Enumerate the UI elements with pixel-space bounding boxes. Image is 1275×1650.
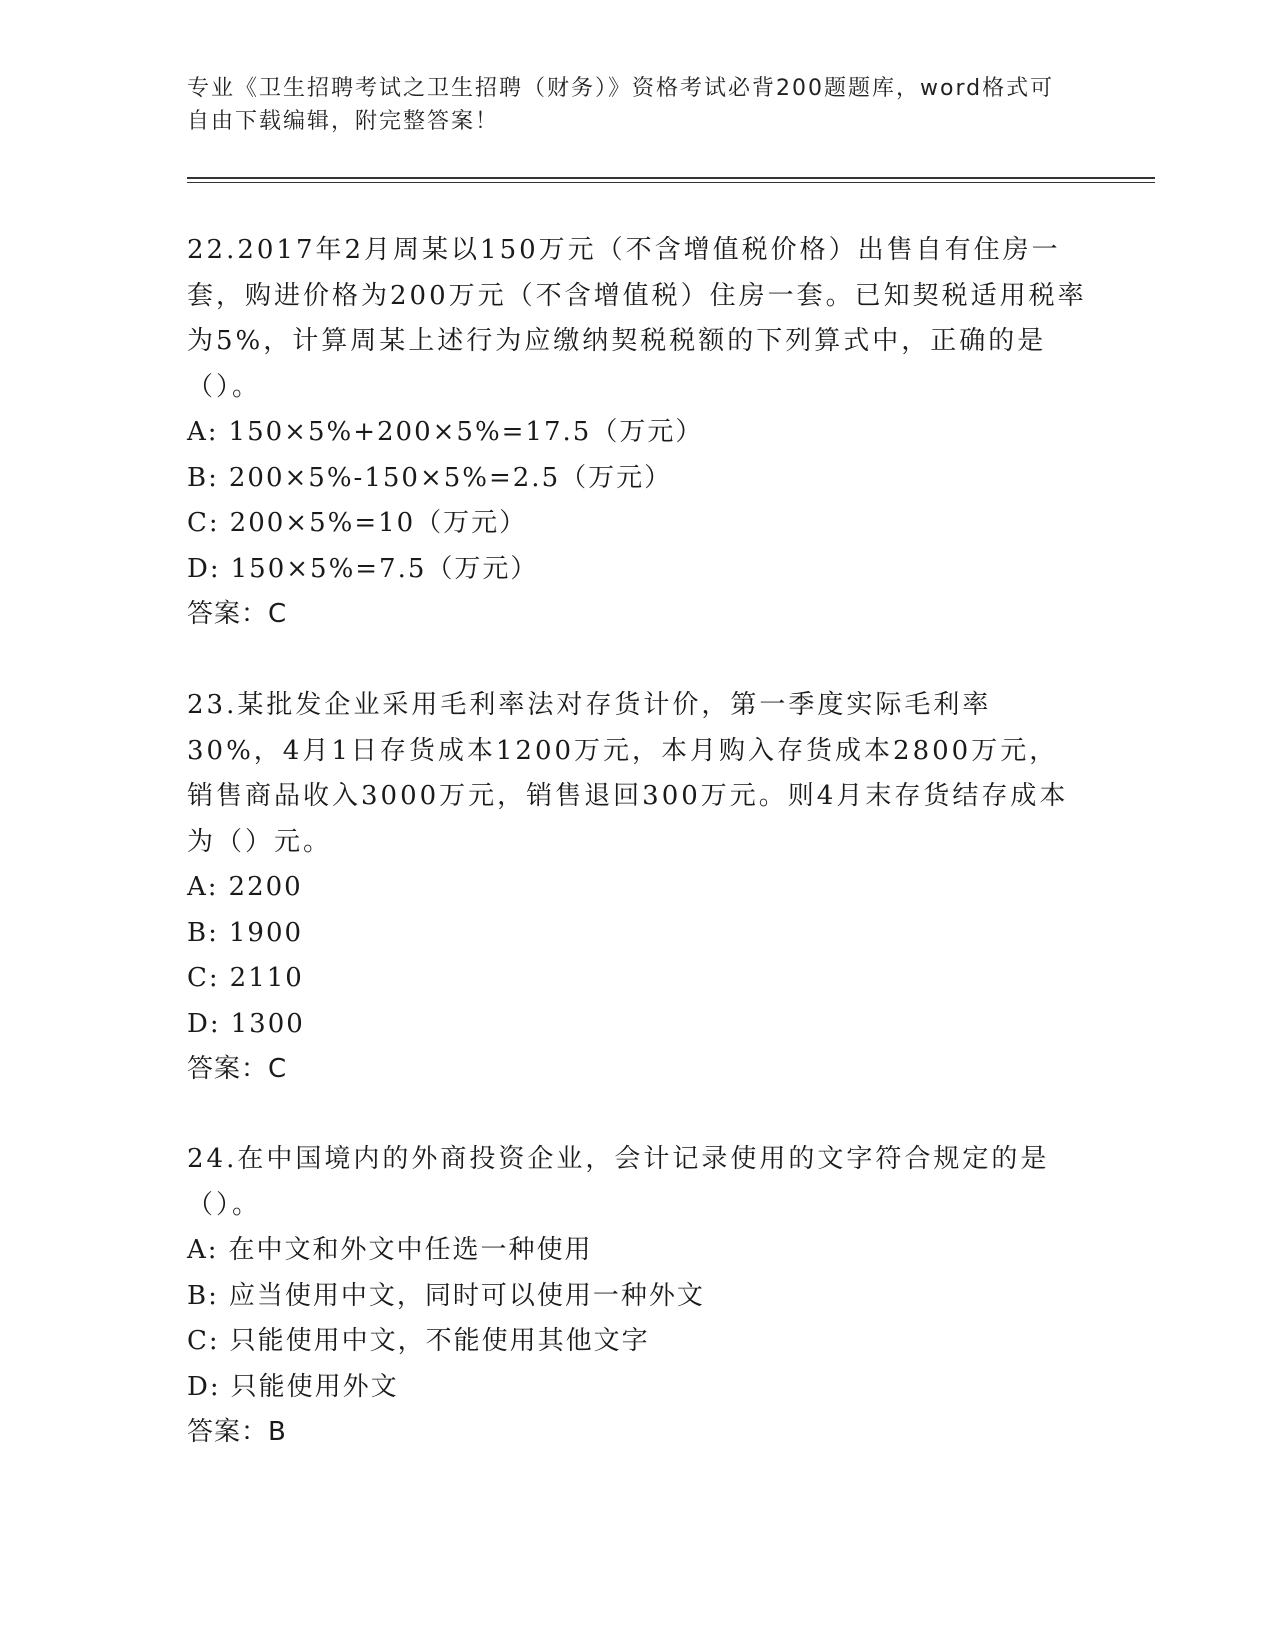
option-text: 只能使用外文 [230, 1371, 399, 1402]
option-b [187, 911, 1087, 957]
question-23 [187, 683, 1087, 1093]
header-divider-thin [187, 182, 1155, 183]
question-stem: 23.某批发企业采用毛利率法对存货计价，第一季度实际毛利率30%，4月1日存货成本1200万元，本月购入存货成本2800万元，销售商品收入3000万元，销售退回300万元。则4月末存货结存成本为（）元。 [187, 690, 1069, 857]
option-a [187, 410, 1087, 456]
option-text: 应当使用中文，同时可以使用一种外文 [228, 1280, 705, 1311]
option-list [187, 1228, 1087, 1410]
option-letter: C: [187, 1326, 220, 1356]
question-22 [187, 228, 1087, 638]
option-text: 1300 [230, 1008, 305, 1039]
option-a [187, 1228, 1087, 1274]
header-divider [187, 177, 1155, 179]
option-letter: C: [187, 963, 220, 993]
option-c [187, 956, 1087, 1002]
option-text: 200×5%=10（万元） [229, 508, 528, 538]
option-c [187, 1319, 1087, 1365]
option-c [187, 501, 1087, 547]
option-letter: A: [187, 872, 219, 902]
option-text: 150×5%+200×5%=17.5（万元） [228, 417, 704, 447]
option-letter: D: [187, 1371, 221, 1402]
option-a [187, 865, 1087, 911]
option-text: 在中文和外文中任选一种使用 [228, 1235, 593, 1265]
answer-key: 答案：C [187, 599, 288, 629]
option-letter: B: [187, 462, 219, 493]
option-b [187, 1274, 1087, 1320]
option-text: 2110 [229, 963, 304, 993]
option-b [187, 456, 1087, 502]
document-header: 专业《卫生招聘考试之卫生招聘（财务）》资格考试必背200题题库，word格式可自由下载编辑，附完整答案！ [187, 76, 1055, 134]
option-letter: C: [187, 508, 220, 538]
option-letter: D: [187, 553, 221, 584]
option-d [187, 1002, 1087, 1048]
option-letter: A: [187, 417, 219, 447]
option-text: 只能使用中文，不能使用其他文字 [229, 1326, 650, 1356]
option-text: 200×5%-150×5%=2.5（万元） [228, 462, 673, 493]
option-letter: B: [187, 917, 219, 948]
answer-key: 答案：B [187, 1417, 287, 1447]
question-stem: 22.2017年2月周某以150万元（不含增值税价格）出售自有住房一套，购进价格为200万元（不含增值税）住房一套。已知契税适用税率为5%，计算周某上述行为应缴纳契税税额的下列算式中，正确的是（）。 [187, 235, 1087, 402]
option-d [187, 1365, 1087, 1411]
option-d [187, 547, 1087, 593]
answer-key: 答案：C [187, 1054, 288, 1084]
option-letter: A: [187, 1235, 219, 1265]
question-24 [187, 1137, 1087, 1456]
option-list [187, 865, 1087, 1047]
option-list [187, 410, 1087, 592]
option-letter: B: [187, 1280, 219, 1311]
option-text: 150×5%=7.5（万元） [230, 553, 539, 584]
option-text: 1900 [228, 917, 304, 948]
question-stem: 24.在中国境内的外商投资企业，会计记录使用的文字符合规定的是（）。 [187, 1144, 1050, 1220]
option-text: 2200 [228, 872, 303, 902]
option-letter: D: [187, 1008, 221, 1039]
